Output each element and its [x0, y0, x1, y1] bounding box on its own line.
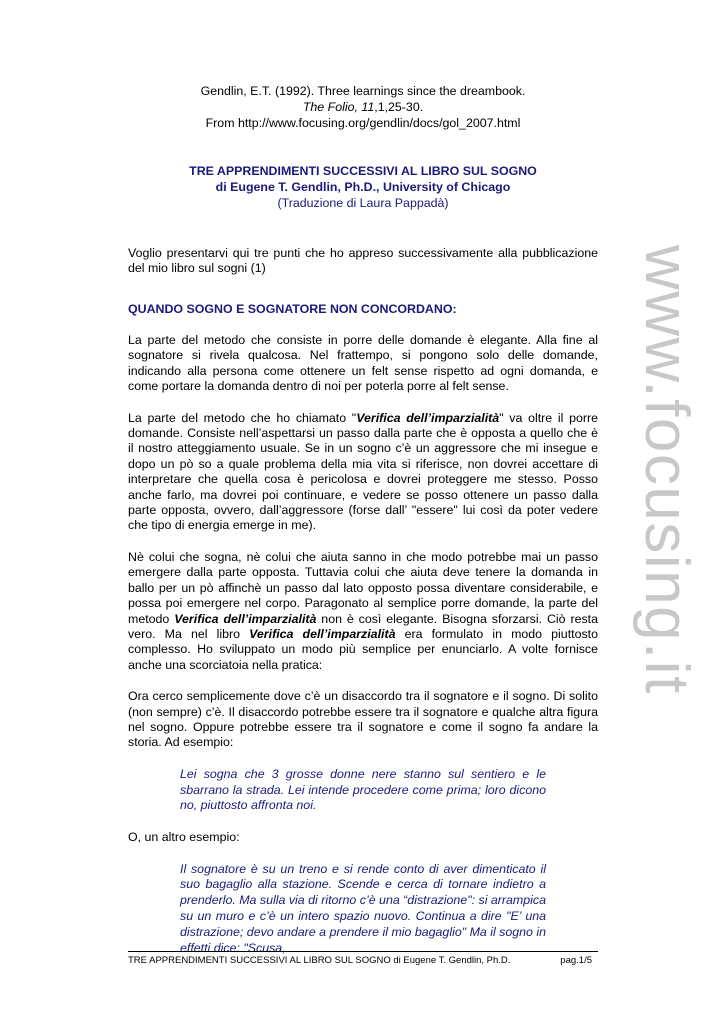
quote-2: Il sognatore è su un treno e si rende conto di aver dimenticato il suo bagaglio alla stazione. Scende e cerca di tornare indietro a prenderlo. Ma sulla via di ritorno c’è una “distrazione": si arrampica su un muro e c’è un intero spazio nuovo. Continua a dire "E’ una distrazione; devo andare a prendere il mio bagaglio" Ma il sogno in effetti dice: "Scusa,: [180, 861, 547, 955]
paragraph-3-term-1: Verifica dell’imparzialità: [174, 611, 317, 626]
document-translation: (Traduzione di Laura Pappadà): [277, 195, 449, 210]
citation-line-1: Gendlin, E.T. (1992). Three learnings since the dreambook.: [200, 84, 526, 98]
citation-line-2: [128, 100, 598, 116]
document-page: [128, 84, 598, 956]
document-title: TRE APPRENDIMENTI SUCCESSIVI AL LIBRO SUL SOGNO: [189, 164, 537, 179]
title-block: [128, 164, 598, 211]
page-number: pag.1/5: [560, 955, 592, 966]
citation-volume: 11: [361, 99, 375, 114]
citation-issue-pages: ,1,25-30.: [374, 99, 424, 114]
intro-paragraph: Voglio presentarvi qui tre punti che ho appreso successivamente alla pubblicazione del mio libro sul sogni (1): [128, 245, 598, 276]
paragraph-2-text-b: " va oltre il porre domande. Consiste nell’aspettarsi un passo dalla parte che è opposta a quello che è il nostro atteggiamento usuale. Se in un sogno c’è un aggressore che mi insegue e dopo un pò so a quale problema della mia vita si riferisce, non dovrei accettare di interpretare che quella cosa è pericolosa e dovrei proteggere me stesso. Posso anche farlo, ma dovrei poi continuare, e vedere se posso ottenere un passo dalla parte opposta, ovvero, dall’aggressore (forse dall’ "essere" lui così da poter vedere che tipo di energia emerge in me).: [128, 410, 598, 533]
paragraph-3: [128, 550, 598, 673]
paragraph-2: [128, 411, 598, 534]
paragraph-2-text-a: La parte del metodo che ho chiamato ": [128, 410, 357, 425]
quote-1: Lei sogna che 3 grosse donne nere stanno sul sentiero e le sbarrano la strada. Lei intende procedere come prima; loro dicono no, piuttosto affronta noi.: [180, 766, 546, 813]
paragraph-1: La parte del metodo che consiste in porre delle domande è elegante. Alla fine al sognatore si rivela qualcosa. Nel frattempo, si pongono solo delle domande, indicando alla persona come ottenere un felt sense rispetto ad ogni domanda, e come portare la domanda dentro di noi per poterla porre al felt sense.: [128, 333, 598, 394]
paragraph-5: O, un altro esempio:: [128, 830, 240, 845]
citation-journal: The Folio,: [302, 99, 358, 114]
paragraph-3-term-2: Verifica dell’imparzialità: [249, 626, 396, 641]
footer-text: TRE APPRENDIMENTI SUCCESSIVI AL LIBRO SUL SOGNO di Eugene T. Gendlin, Ph.D.: [128, 955, 511, 966]
document-author: di Eugene T. Gendlin, Ph.D., University of Chicago: [215, 180, 511, 195]
watermark-text: www.focusing.it: [632, 245, 701, 695]
paragraph-3-text-c: era formulato in modo piuttosto complesso. Ho sviluppato un modo più semplice per enunciarlo. A volte fornisce anche una scorciatoia nella pratica:: [128, 626, 599, 672]
page-footer: [128, 955, 598, 967]
section-heading: QUANDO SOGNO E SOGNATORE NON CONCORDANO:: [128, 301, 457, 316]
paragraph-3-text-b: non è così elegante. Bisogna sforzarsi. Ciò resta vero. Ma nel libro: [128, 611, 598, 641]
footer-divider: [128, 951, 598, 952]
watermark: [628, 245, 704, 765]
paragraph-3-text-a: Nè colui che sogna, nè colui che aiuta sanno in che modo potrebbe mai un passo emergere dalla parte opposta. Tuttavia colui che aiuta deve tenere la domanda in ballo per un pò affinchè un passo dal lato opposto possa diventare considerabile, e possa poi emergere nel corpo. Paragonato al semplice porre domande, la parte del metodo: [128, 549, 598, 626]
paragraph-2-term: Verifica dell’imparzialità: [356, 410, 500, 425]
citation-line-3: From http://www.focusing.org/gendlin/docs/gol_2007.html: [205, 115, 521, 130]
paragraph-4: Ora cerco semplicemente dove c’è un disaccordo tra il sognatore e il sogno. Di solito (non sempre) c’è. Il disaccordo potrebbe essere tra il sognatore e qualche altra figura nel sogno. Oppure potrebbe essere tra il sognatore e come il sogno fa andare la storia. Ad esempio:: [128, 689, 598, 750]
citation-block: [128, 84, 598, 131]
